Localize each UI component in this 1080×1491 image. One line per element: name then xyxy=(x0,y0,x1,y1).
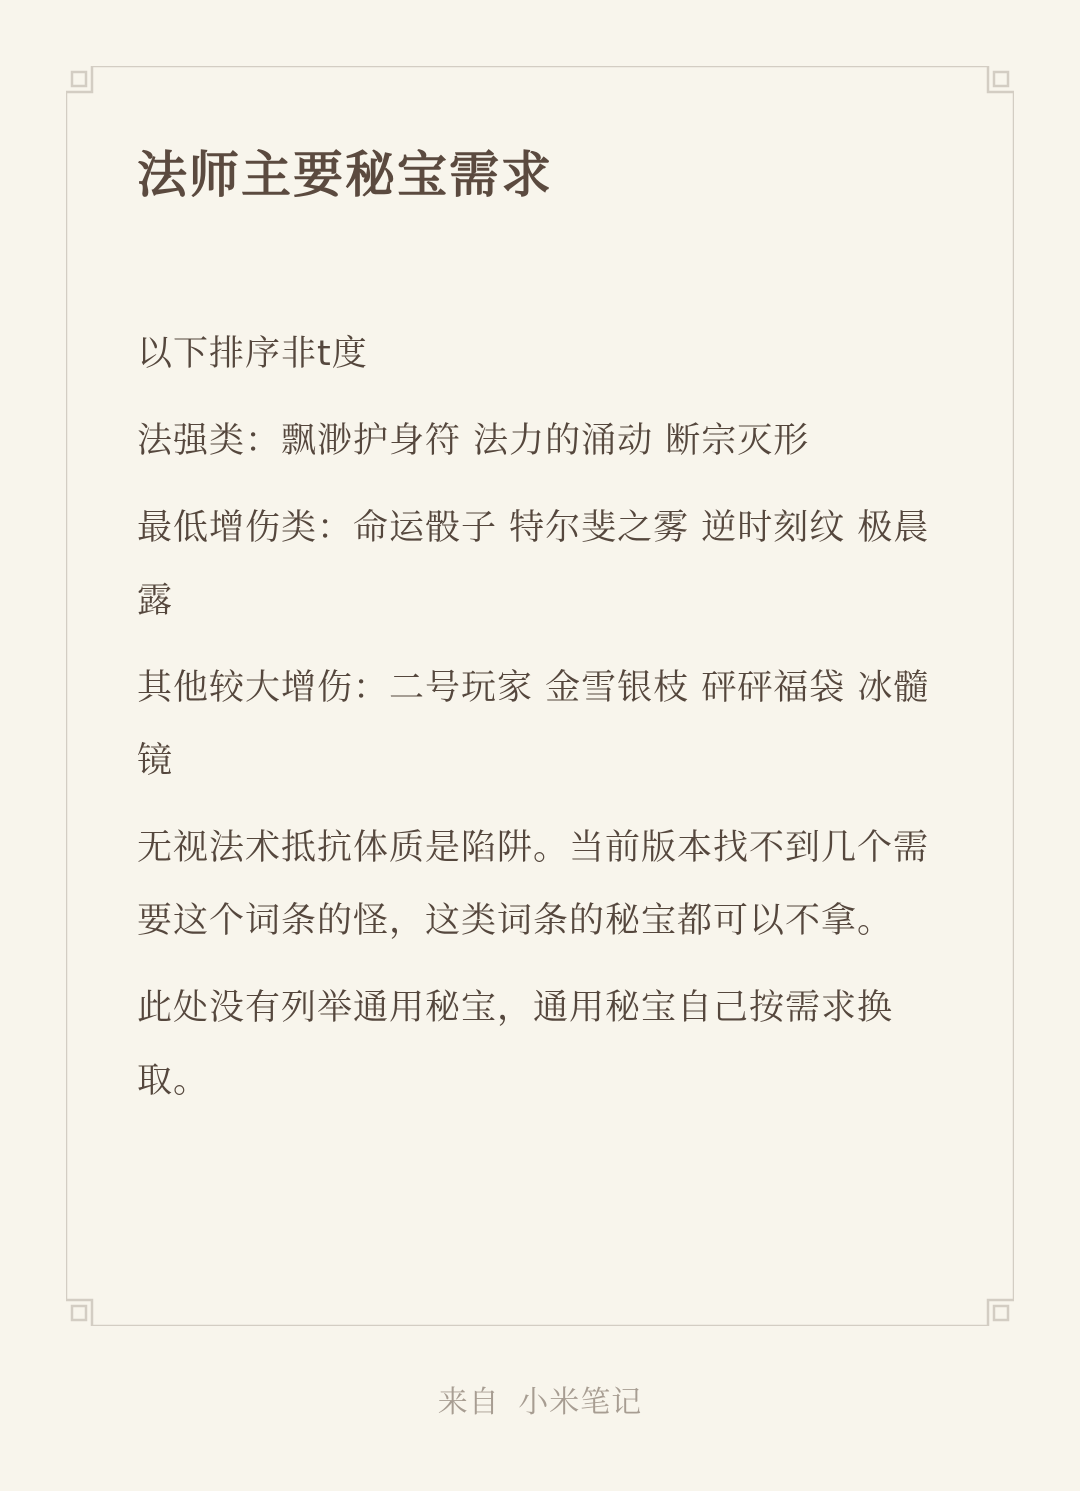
footer-prefix: 来自 xyxy=(437,1385,500,1420)
note-paragraph-other-damage: 其他较大增伤：二号玩家 金雪银枝 砰砰福袋 冰髓镜 xyxy=(137,668,930,781)
source-footer xyxy=(0,1383,1080,1423)
footer-app-name: 小米笔记 xyxy=(518,1385,643,1420)
note-body xyxy=(137,318,957,1132)
note-paragraph-general: 此处没有列举通用秘宝，通用秘宝自己按需求换取。 xyxy=(137,988,894,1101)
note-paragraph-resistance-trap: 无视法术抵抗体质是陷阱。当前版本找不到几个需要这个词条的怪，这类词条的秘宝都可以不拿。 xyxy=(137,828,930,941)
note-paragraph-spell-power: 法强类：飘渺护身符 法力的涌动 断宗灭形 xyxy=(137,421,810,461)
note-paragraph-intro: 以下排序非t度 xyxy=(137,334,368,374)
note-title: 法师主要秘宝需求 xyxy=(137,146,553,204)
note-paragraph-min-damage: 最低增伤类：命运骰子 特尔斐之雾 逆时刻纹 极晨露 xyxy=(137,508,930,621)
